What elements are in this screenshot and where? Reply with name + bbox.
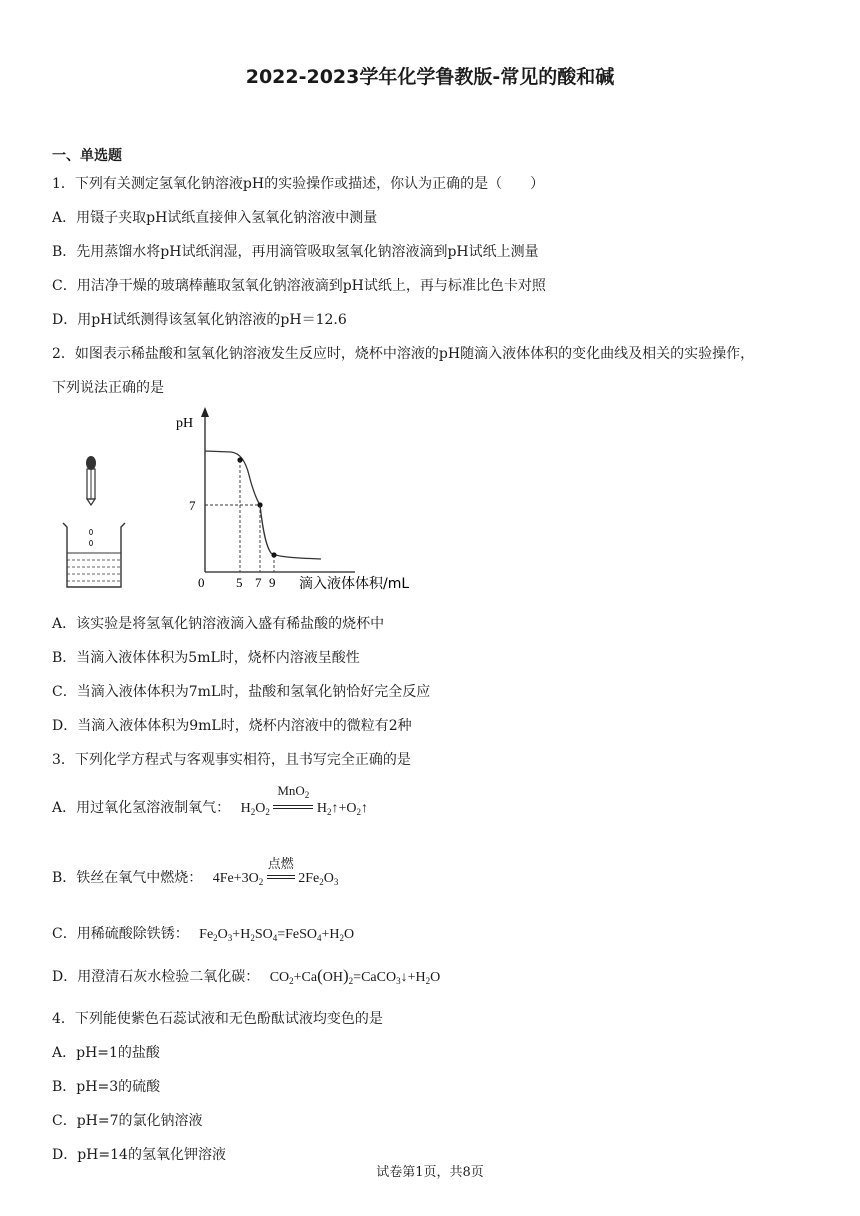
question-4-option-b: B．pH=3的硫酸 (52, 1079, 161, 1095)
question-3-option-a (52, 783, 368, 817)
question-4-stem: 4．下列能使紫色石蕊试液和无色酚酞试液均变色的是 (52, 1011, 383, 1027)
x-tick-9: 9 (269, 575, 276, 590)
condition-ignite: 点燃 (267, 856, 294, 871)
option-d-text: D．用澄清石灰水检验二氧化碳： (52, 969, 260, 985)
question-3-option-d (52, 966, 440, 986)
equation-c: $Fe_2O_3+H_2SO_4=FeSO_4+H_2O$ (199, 927, 355, 943)
question-1-option-b: B．先用蒸馏水将pH试纸润湿，再用滴管吸取氢氧化钠溶液滴到pH试纸上测量 (52, 244, 539, 260)
condition-arrow: MnO$_2$ (273, 801, 313, 817)
dropper-icon (86, 456, 96, 505)
question-3-option-b (52, 856, 339, 887)
y-tick-7: 7 (189, 498, 196, 513)
equation-a: $H_2O_2$ MnO$_2$ $H_2↑+O_2↑$ (240, 783, 368, 817)
question-2-stem-line1: 2．如图表示稀盐酸和氢氧化钠溶液发生反应时，烧杯中溶液的pH随滴入液体体积的变化曲线及相关的实验操作， (52, 346, 755, 362)
option-b-text: B．铁丝在氧气中燃烧： (52, 870, 203, 886)
question-2-option-c: C．当滴入液体体积为7mL时，盐酸和氢氧化钠恰好完全反应 (52, 684, 431, 700)
x-tick-7: 7 (255, 575, 262, 590)
question-1-option-c: C．用洁净干燥的玻璃棒蘸取氢氧化钠溶液滴到pH试纸上，再与标准比色卡对照 (52, 278, 546, 294)
question-2-stem-line2: 下列说法正确的是 (52, 380, 164, 396)
ph-graph (176, 407, 409, 592)
question-1-stem: 1．下列有关测定氢氧化钠溶液pH的实验操作或描述，你认为正确的是（ ） (52, 176, 545, 192)
question-3-stem: 3．下列化学方程式与客观事实相符，且书写完全正确的是 (52, 752, 411, 768)
question-1-option-d: D．用pH试纸测得该氢氧化钠溶液的pH＝12.6 (52, 312, 347, 328)
x-axis-label: 滴入液体体积/mL (299, 576, 410, 592)
y-axis-label: pH (176, 416, 194, 431)
page-title: 2022-2023学年化学鲁教版-常见的酸和碱 (245, 66, 615, 88)
x-tick-0: 0 (198, 575, 205, 590)
titration-svg (55, 405, 415, 595)
question-4-option-c: C．pH=7的氯化钠溶液 (52, 1113, 203, 1129)
option-c-text: C．用稀硫酸除铁锈： (52, 926, 189, 942)
question-2-option-a: A．该实验是将氢氧化钠溶液滴入盛有稀盐酸的烧杯中 (52, 616, 385, 632)
question-2-option-d: D．当滴入液体体积为9mL时，烧杯内溶液中的微粒有2种 (52, 718, 412, 734)
question-4-option-a: A．pH=1的盐酸 (52, 1045, 160, 1061)
option-a-text: A．用过氧化氢溶液制氧气： (52, 800, 231, 816)
condition-mno2: MnO (277, 783, 305, 798)
condition-arrow (267, 856, 295, 887)
section-heading: 一、单选题 (52, 148, 122, 164)
question-2-option-b: B．当滴入液体体积为5mL时，烧杯内溶液呈酸性 (52, 650, 360, 666)
question-3-option-c (52, 923, 354, 943)
page-footer: 试卷第1页，共8页 (376, 1165, 484, 1180)
equation-b: $4Fe+3O_2$ 点燃 $2Fe_2O_3$ (213, 871, 339, 886)
titration-figure (55, 405, 415, 599)
x-tick-5: 5 (236, 575, 243, 590)
equation-d: $CO_2+Ca(OH)_2=CaCO_3↓+H_2O$ (269, 966, 441, 986)
question-4-option-d: D．pH=14的氢氧化钾溶液 (52, 1147, 226, 1163)
question-1-option-a: A．用镊子夹取pH试纸直接伸入氢氧化钠溶液中测量 (52, 210, 378, 226)
beaker-icon (63, 523, 125, 587)
